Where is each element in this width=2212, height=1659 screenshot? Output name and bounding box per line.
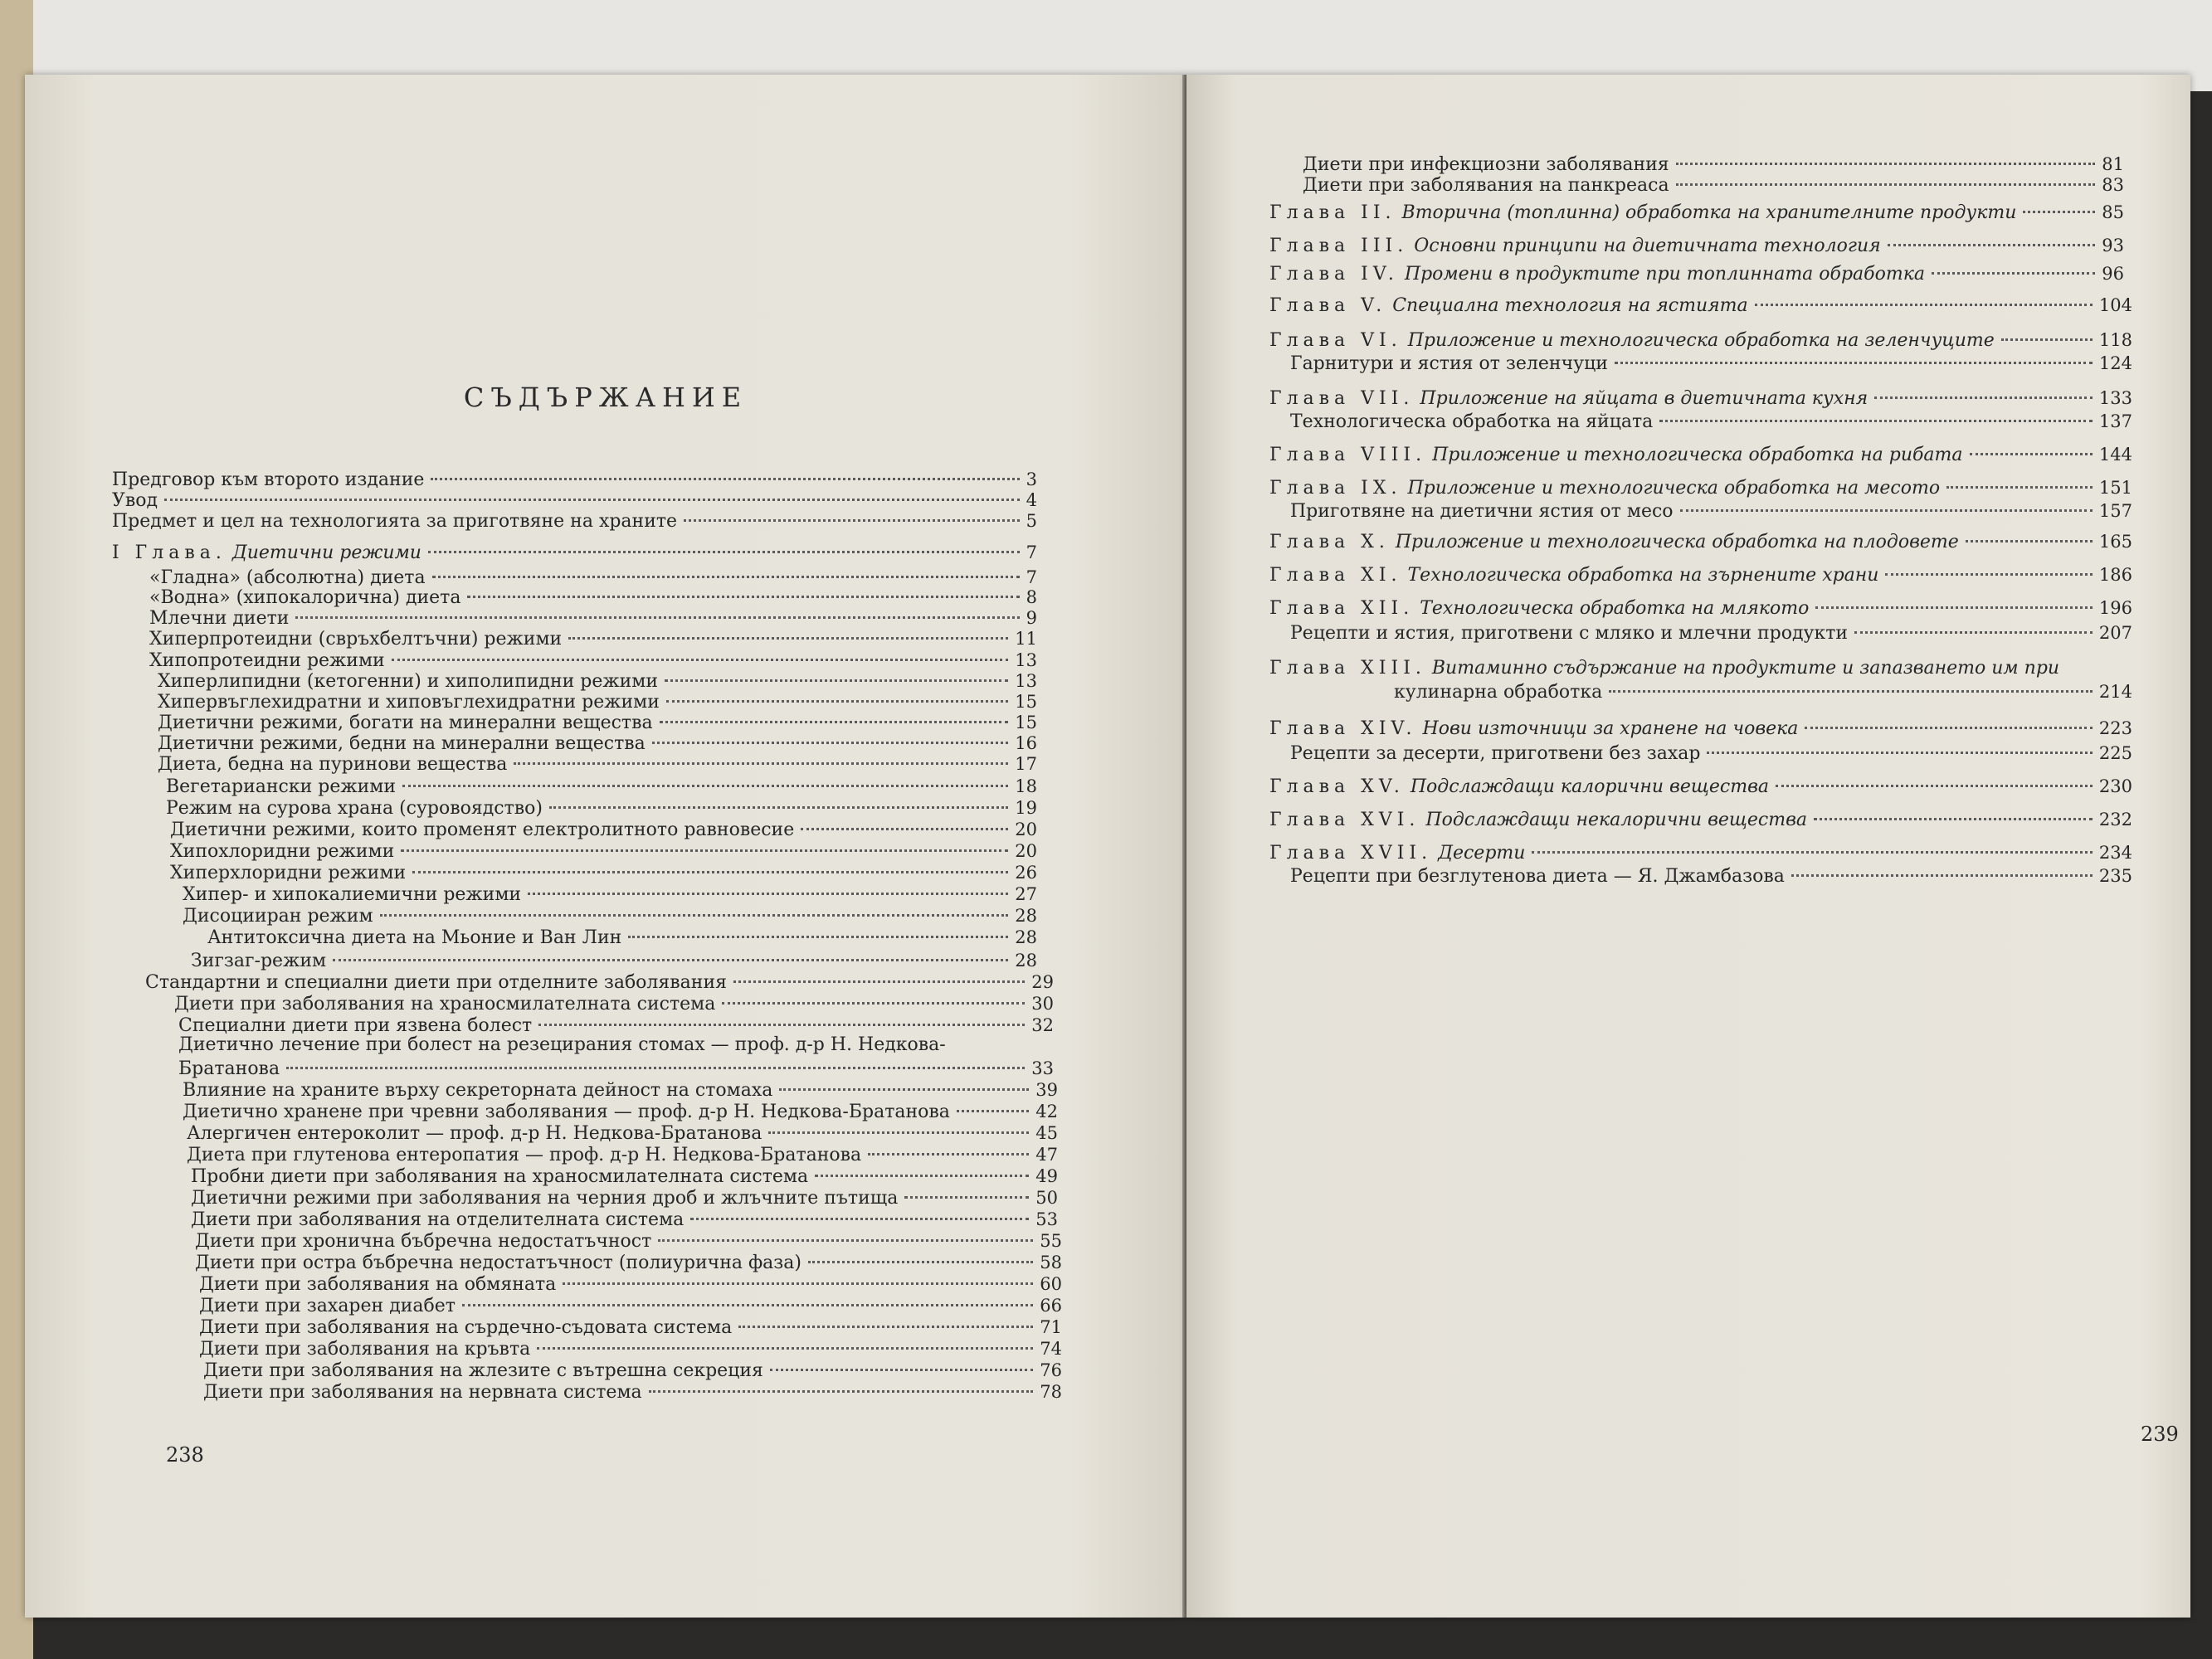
section-title: Технологическа обработка на яйцата	[1290, 411, 1654, 432]
toc-entry-title	[1269, 264, 1925, 285]
dot-leader	[684, 501, 1020, 522]
toc-page-number: 11	[1015, 629, 1037, 649]
toc-page-number: 15	[1015, 713, 1037, 732]
dot-leader	[868, 1135, 1029, 1155]
open-book	[25, 75, 2190, 1642]
section-title: Диети при заболявания на храносмилателната система	[174, 994, 716, 1014]
section-title: Увод	[112, 490, 158, 511]
toc-page-number: 13	[1015, 650, 1037, 670]
chapter-title: Нови източници за хранене на човека	[1422, 718, 1799, 739]
dot-leader	[1676, 144, 2096, 165]
section-title: Режим на сурова храна (суровоядство)	[166, 798, 543, 819]
chapter-title: Технологическа обработка на зърнените храни	[1407, 565, 1879, 586]
dot-leader	[1805, 708, 2092, 729]
section-title: Диети при заболявания на обмяната	[199, 1274, 557, 1295]
toc-page-number: 133	[2098, 388, 2132, 408]
section-title: «Водна» (хипокалорична) диета	[149, 587, 461, 608]
toc-page-number: 42	[1035, 1102, 1058, 1121]
toc-entry-title	[1290, 866, 1785, 888]
page-number-left: 238	[166, 1443, 204, 1467]
toc-entry-title	[1269, 445, 1963, 466]
chapter-label: Глава XIV.	[1269, 718, 1417, 739]
chapter-label: Глава XV.	[1269, 776, 1405, 797]
dot-leader	[1854, 613, 2093, 634]
dot-leader	[1659, 401, 2093, 422]
section-title: Хипопротеидни режими	[149, 650, 385, 671]
toc-entry	[1269, 527, 2132, 553]
toc-page-number: 7	[1026, 542, 1037, 562]
dot-leader	[904, 1178, 1029, 1199]
dot-leader	[738, 1307, 1033, 1328]
dot-leader	[1874, 378, 2093, 399]
chapter-title: Приложение на яйцата в диетичната кухня	[1420, 388, 1869, 409]
dot-leader	[722, 984, 1025, 1005]
chapter-title: Вторична (топлинна) обработка на хранителните продукти	[1401, 202, 2017, 223]
section-title: Дисоцииран режим	[183, 906, 373, 927]
chapter-title: Диетични режими	[231, 542, 421, 563]
chapter-label: Глава X.	[1269, 532, 1390, 552]
chapter-label: Глава XVII.	[1269, 843, 1433, 864]
dot-leader	[1707, 733, 2092, 754]
chapter-label: Глава VI.	[1269, 330, 1402, 351]
section-title: Влияние на храните върху секреторната дейност на стомаха	[183, 1080, 773, 1101]
toc-page-number: 225	[2098, 743, 2132, 763]
chapter-label: Глава II.	[1269, 202, 1396, 223]
toc-page-number: 235	[2098, 866, 2132, 886]
dot-leader	[770, 1350, 1033, 1371]
dot-leader	[563, 1264, 1033, 1285]
toc-page-number: 45	[1035, 1123, 1058, 1143]
dot-leader	[549, 788, 1008, 809]
toc-entry	[1269, 440, 2132, 466]
toc-page-number: 26	[1015, 863, 1037, 883]
toc-entry	[1394, 677, 2132, 703]
toc-page-number: 28	[1015, 927, 1037, 947]
toc-page-number: 232	[2098, 810, 2132, 830]
chapter-title: Витаминно съдържание на продуктите и запазването им при	[1431, 658, 2060, 679]
toc-entry-title	[112, 542, 421, 564]
dot-leader	[801, 810, 1008, 830]
dot-leader	[953, 1027, 1047, 1045]
section-title: Хипохлоридни режими	[170, 841, 395, 862]
dot-leader	[1966, 522, 2093, 542]
dot-leader	[660, 703, 1009, 723]
dot-leader	[1932, 254, 2095, 275]
toc-page-number: 157	[2098, 501, 2132, 521]
dot-leader	[538, 1005, 1025, 1026]
toc-page-number: 39	[1035, 1080, 1058, 1100]
toc-entry-title	[112, 511, 677, 533]
dot-leader	[658, 1221, 1033, 1242]
toc-page-number: 196	[2098, 598, 2132, 618]
toc-page-number: 78	[1040, 1382, 1062, 1402]
toc-page-number: 53	[1035, 1209, 1058, 1229]
dot-leader	[779, 1070, 1029, 1091]
section-title: Диетични режими, богати на минерални вещества	[158, 713, 653, 733]
chapter-title: Основни принципи на диетичната технология	[1414, 236, 1881, 256]
dot-leader	[514, 744, 1008, 765]
dot-leader	[428, 533, 1020, 553]
chapter-label: Глава V.	[1269, 295, 1387, 316]
section-title: Диетично хранене при чревни заболявания — проф. д-р Н. Недкова-Братанова	[183, 1102, 950, 1122]
dot-leader	[733, 962, 1025, 983]
dot-leader	[652, 723, 1009, 744]
toc-page-number: 13	[1015, 671, 1037, 691]
dot-leader	[286, 1048, 1025, 1069]
toc-page-number: 223	[2098, 718, 2132, 738]
toc-entry-title	[1269, 295, 1748, 317]
chapter-label: Глава XI.	[1269, 565, 1402, 586]
toc-page-number: 7	[1026, 567, 1037, 587]
section-title: Зигзаг-режим	[191, 951, 327, 971]
toc-page-number: 234	[2098, 843, 2132, 863]
toc-page-number: 55	[1040, 1231, 1062, 1251]
toc-entry-title	[1290, 501, 1674, 523]
toc-list-right	[1186, 75, 2190, 1618]
toc-page-number: 151	[2098, 478, 2132, 498]
section-title: Специални диети при язвена болест	[178, 1015, 533, 1036]
chapter-label: Глава XII.	[1269, 598, 1415, 619]
toc-page-number: 58	[1040, 1253, 1062, 1272]
chapter-label: Глава VIII.	[1269, 445, 1427, 465]
section-title: Вегетариански режими	[166, 776, 397, 797]
section-title: Стандартни и специални диети при отделните заболявания	[145, 972, 727, 993]
dot-leader	[431, 460, 1019, 480]
toc-entry-title	[1269, 236, 1881, 257]
section-title: Млечни диети	[149, 608, 290, 629]
toc-entry-title	[1290, 353, 1608, 375]
toc-page-number: 30	[1031, 994, 1054, 1014]
toc-page-number: 3	[1026, 469, 1037, 489]
toc-page-number: 207	[2098, 623, 2132, 643]
section-title: Хипер- и хипокалиемични режими	[183, 884, 522, 905]
dot-leader	[1888, 226, 2096, 246]
chapter-title: Технологическа обработка на млякото	[1420, 598, 1810, 619]
toc-page-number: 28	[1015, 906, 1037, 926]
toc-entry	[203, 1377, 1062, 1404]
section-title: Диети при заболявания на нервната система	[203, 1382, 642, 1403]
section-title: Диети при заболявания на жлезите с вътрешна секреция	[203, 1360, 763, 1381]
right-page	[1186, 75, 2190, 1618]
toc-entry	[1269, 805, 2132, 831]
section-title: Диети при остра бъбречна недостатъчност (полиурична фаза)	[195, 1253, 801, 1273]
toc-entry	[1290, 738, 2132, 765]
toc-page-number: 186	[2098, 565, 2132, 585]
section-title: Диетични режими, които променят електролитното равновесие	[170, 820, 795, 840]
toc-entry-title	[1269, 776, 1769, 798]
section-title: кулинарна обработка	[1394, 682, 1603, 703]
chapter-label: Глава IV.	[1269, 264, 1399, 285]
section-title: Рецепти и ястия, приготвени с мляко и млечни продукти	[1290, 623, 1849, 644]
section-title: Диети при инфекциозни заболявания	[1303, 154, 1669, 175]
chapter-title: Приложение и технологическа обработка на плодовете	[1395, 532, 1959, 552]
dot-leader	[665, 661, 1008, 682]
toc-entry-title	[1269, 202, 2016, 224]
dot-leader	[957, 1092, 1029, 1112]
dot-leader	[2023, 192, 2095, 213]
toc-page-number: 15	[1015, 692, 1037, 712]
section-title: Диетични режими, бедни на минерални вещества	[158, 733, 646, 754]
dot-leader	[768, 1113, 1029, 1134]
dot-leader	[333, 941, 1008, 961]
toc-page-number: 66	[1040, 1296, 1062, 1316]
dot-leader	[537, 1329, 1033, 1350]
toc-page-number: 124	[2098, 353, 2132, 373]
dot-leader	[1680, 491, 2093, 512]
dot-leader	[402, 766, 1008, 787]
toc-entry	[112, 506, 1037, 533]
section-title: Хипервъглехидратни и хиповъглехидратни режими	[158, 692, 660, 713]
toc-entry	[1290, 861, 2132, 888]
toc-page-number: 49	[1035, 1166, 1058, 1186]
toc-page-number: 71	[1040, 1317, 1062, 1337]
toc-page-number: 8	[1026, 587, 1037, 607]
section-title: Гарнитури и ястия от зеленчуци	[1290, 353, 1608, 374]
dot-leader	[1776, 766, 2093, 787]
toc-page-number: 74	[1040, 1339, 1062, 1359]
toc-entry	[1290, 496, 2132, 523]
toc-entry	[1303, 170, 2124, 197]
dot-leader	[808, 1243, 1033, 1263]
dot-leader	[467, 577, 1019, 598]
toc-page-number: 27	[1015, 884, 1037, 904]
dot-leader	[401, 831, 1008, 852]
section-title: «Гладна» (абсолютна) диета	[149, 567, 426, 588]
chapter-title: Приложение и технологическа обработка на зеленчуците	[1407, 330, 1995, 351]
dot-leader	[649, 1372, 1034, 1393]
section-title: Рецепти за десерти, приготвени без захар	[1290, 743, 1701, 764]
toc-page-number: 76	[1040, 1360, 1062, 1380]
dot-leader	[1814, 800, 2093, 820]
section-title: Хиперхлоридни режими	[170, 863, 407, 883]
toc-page-number: 144	[2098, 445, 2132, 465]
dot-leader	[815, 1156, 1029, 1177]
toc-page-number: 17	[1015, 754, 1037, 774]
dot-leader	[295, 598, 1019, 619]
dot-leader	[1791, 856, 2093, 877]
dot-leader	[1532, 833, 2092, 854]
section-title: Диети при хронична бъбречна недостатъчност	[195, 1231, 652, 1252]
chapter-title: Приложение и технологическа обработка на рибата	[1432, 445, 1963, 465]
toc-entry	[1269, 560, 2132, 586]
toc-page-number: 29	[1031, 972, 1054, 992]
dot-leader	[412, 853, 1008, 873]
section-title: Антитоксична диета на Мьоние и Ван Лин	[207, 927, 622, 948]
toc-page-number: 18	[1015, 776, 1037, 796]
dot-leader	[1755, 285, 2093, 306]
section-title: Алергичен ентероколит — проф. д-р Н. Недкова-Братанова	[187, 1123, 763, 1144]
chapter-title: Специална технология на ястията	[1392, 295, 1748, 316]
chapter-title: Десерти	[1438, 843, 1526, 864]
section-title: Приготвяне на диетични ястия от месо	[1290, 501, 1674, 522]
dot-leader	[528, 874, 1008, 895]
toc-page-number: 9	[1026, 608, 1037, 628]
section-title: Пробни диети при заболявания на храносмилателната система	[191, 1166, 809, 1187]
left-page	[25, 75, 1186, 1618]
dot-leader	[164, 480, 1020, 501]
section-title: Диета, бедна на пуринови вещества	[158, 754, 508, 775]
section-title: Диети при заболявания на отделителната система	[191, 1209, 685, 1230]
chapter-title: Приложение и технологическа обработка на месото	[1407, 478, 1941, 499]
section-title: Рецепти при безглутенова диета — Я. Джамбазова	[1290, 866, 1785, 887]
dot-leader	[568, 619, 1008, 640]
section-title: Диетично лечение при болест на резецирания стомах — проф. д-р Н. Недкова-	[178, 1034, 946, 1055]
toc-entry-title	[1269, 532, 1959, 553]
toc-entry-title	[1290, 623, 1848, 645]
toc-page-number: 85	[2102, 202, 2124, 222]
chapter-title: Подслаждащи некалорични вещества	[1425, 810, 1808, 830]
toc-page-number: 214	[2098, 682, 2132, 702]
chapter-label: Глава XIII.	[1269, 658, 1426, 679]
section-title: Хиперпротеидни (свръхбелтъчни) режими	[149, 629, 563, 649]
toc-entry	[1290, 406, 2132, 433]
dot-leader	[628, 917, 1008, 938]
section-title: Диета при глутенова ентеропатия — проф. д-р Н. Недкова-Братанова	[187, 1145, 862, 1165]
toc-page-number: 165	[2098, 532, 2132, 552]
section-title: Предговор към второто издание	[112, 469, 425, 490]
toc-page-number: 118	[2098, 330, 2132, 350]
chapter-label: Глава III.	[1269, 236, 1409, 256]
chapter-label: Глава VII.	[1269, 388, 1415, 409]
toc-entry-title	[1269, 598, 1809, 620]
section-title: Предмет и цел на технологията за приготвяне на храните	[112, 511, 678, 532]
dot-leader	[1970, 435, 2093, 455]
dot-leader	[392, 640, 1009, 661]
section-title: Диети при заболявания на панкреаса	[1303, 175, 1669, 196]
toc-page-number: 93	[2102, 236, 2124, 255]
dot-leader	[432, 557, 1020, 578]
page-number-right: 239	[2141, 1423, 2179, 1446]
dot-leader	[1815, 588, 2092, 609]
toc-entry-title	[1269, 565, 1878, 586]
section-title: Хиперлипидни (кетогенни) и хиполипидни режими	[158, 671, 659, 692]
toc-heading: СЪДЪРЖАНИЕ	[463, 382, 748, 413]
toc-entry	[1269, 771, 2132, 798]
section-title: Диети при захарен диабет	[199, 1296, 456, 1316]
section-title: Диети при заболявания на кръвта	[199, 1339, 531, 1360]
toc-page-number: 28	[1015, 951, 1037, 971]
toc-entry	[1290, 618, 2132, 645]
toc-page-number: 4	[1026, 490, 1037, 510]
toc-page-number: 81	[2102, 154, 2124, 174]
toc-page-number: 96	[2102, 264, 2124, 284]
toc-page-number: 83	[2102, 175, 2124, 195]
toc-page-number: 104	[2098, 295, 2132, 315]
toc-page-number: 20	[1015, 841, 1037, 861]
toc-page-number: 33	[1031, 1058, 1054, 1078]
toc-page-number: 50	[1035, 1188, 1058, 1208]
dot-leader	[1676, 165, 2096, 186]
dot-leader	[1885, 555, 2092, 576]
toc-page-number: 20	[1015, 820, 1037, 839]
toc-entry-title	[1303, 175, 1669, 197]
toc-page-number: 230	[2098, 776, 2132, 796]
toc-entry-title	[1269, 810, 1807, 831]
toc-page-number: 32	[1031, 1015, 1054, 1035]
dot-leader	[462, 1286, 1033, 1306]
toc-page-number: 47	[1035, 1145, 1058, 1165]
toc-entry-title	[1290, 411, 1653, 433]
dot-leader	[2001, 320, 2093, 341]
dot-leader	[666, 682, 1008, 703]
toc-page-number: 60	[1040, 1274, 1062, 1294]
toc-entry	[1269, 259, 2124, 285]
dot-leader	[1615, 343, 2093, 364]
toc-entry	[1269, 197, 2124, 224]
toc-entry	[1290, 348, 2132, 375]
toc-page-number: 19	[1015, 798, 1037, 818]
chapter-title: Подслаждащи калорични вещества	[1410, 776, 1769, 797]
section-title: Братанова	[178, 1058, 280, 1079]
toc-entry-title	[1394, 682, 1602, 703]
toc-entry-title	[1290, 743, 1700, 765]
chapter-label: Глава IX.	[1269, 478, 1402, 499]
toc-page-number: 137	[2098, 411, 2132, 431]
section-title: Диетични режими при заболявания на черния дроб и жлъчните пътища	[191, 1188, 899, 1209]
dot-leader	[2066, 650, 2126, 669]
toc-list-left	[25, 75, 1186, 1618]
dot-leader	[1946, 468, 2093, 489]
chapter-label: Глава XVI.	[1269, 810, 1420, 830]
toc-page-number: 5	[1026, 511, 1037, 531]
toc-entry	[1269, 290, 2132, 317]
chapter-title: Промени в продуктите при топлинната обработка	[1404, 264, 1925, 285]
toc-page-number: 16	[1015, 733, 1037, 753]
section-title: Диети при заболявания на сърдечно-съдовата система	[199, 1317, 733, 1338]
chapter-label: I Глава.	[112, 542, 227, 563]
dot-leader	[1609, 672, 2093, 693]
dot-leader	[380, 896, 1009, 917]
dot-leader	[690, 1199, 1029, 1220]
toc-entry-title	[203, 1382, 642, 1404]
